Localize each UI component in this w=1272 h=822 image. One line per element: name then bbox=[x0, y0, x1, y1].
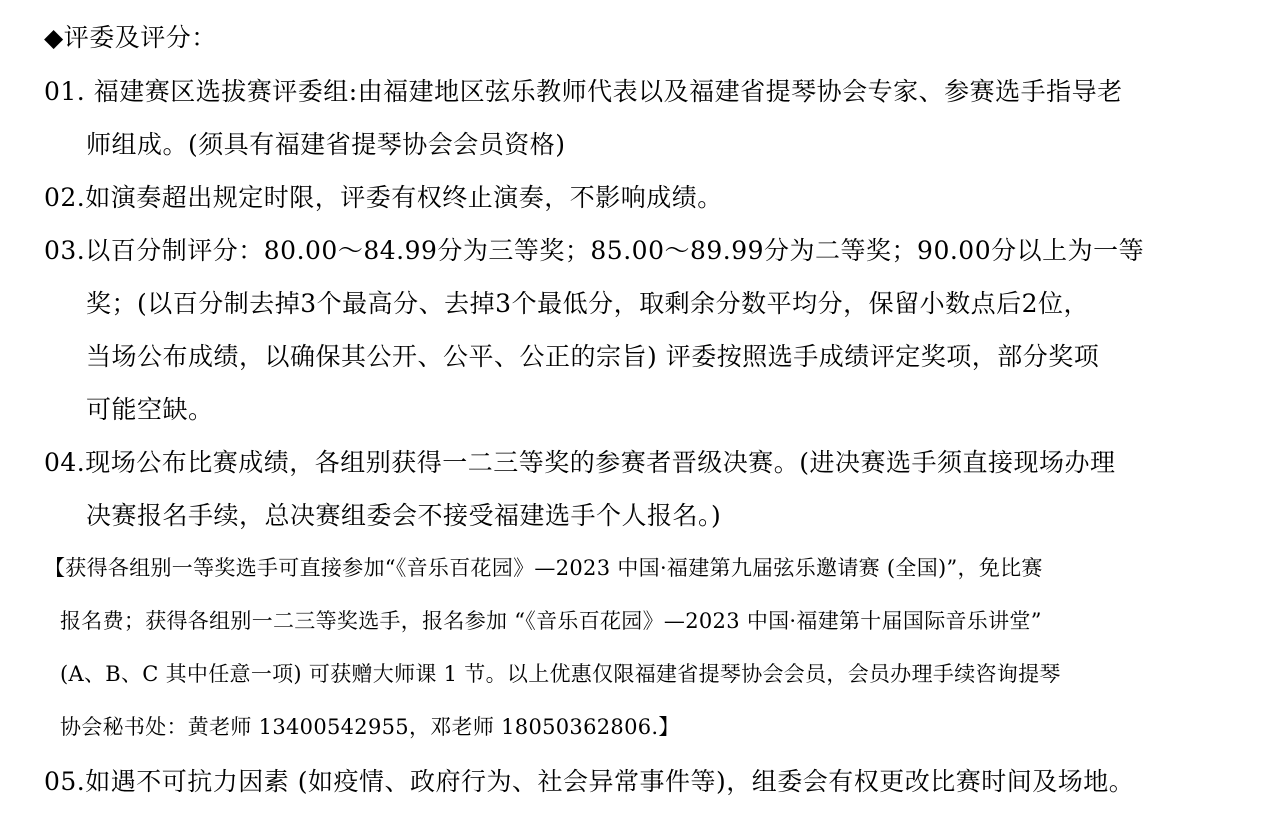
item-02-line-1: 02.如演奏超出规定时限，评委有权终止演奏，不影响成绩。 bbox=[44, 183, 723, 212]
note-line-1: 【获得各组别一等奖选手可直接参加“《音乐百花园》—2023 中国·福建第九届弦乐邀请赛 (全国)”，免比赛 bbox=[44, 556, 1043, 580]
item-05-line-1: 05.如遇不可抗力因素 (如疫情、政府行为、社会异常事件等)，组委会有权更改比赛时间及场地。 bbox=[44, 767, 1135, 796]
note-line-4: 协会秘书处：黄老师 13400542955，邓老师 18050362806.】 bbox=[60, 715, 680, 739]
item-03-line-3: 当场公布成绩，以确保其公开、公平、公正的宗旨) 评委按照选手成绩评定奖项，部分奖项 bbox=[86, 342, 1100, 371]
item-03-line-4: 可能空缺。 bbox=[86, 395, 214, 424]
note-line-2: 报名费；获得各组别一二三等奖选手，报名参加 “《音乐百花园》—2023 中国·福建第十届国际音乐讲堂” bbox=[60, 609, 1042, 633]
item-01-line-1: 01. 福建赛区选拔赛评委组:由福建地区弦乐教师代表以及福建省提琴协会专家、参赛选手指导老 bbox=[44, 77, 1123, 106]
item-04-line-1: 04.现场公布比赛成绩，各组别获得一二三等奖的参赛者晋级决赛。(进决赛选手须直接现场办理 bbox=[44, 448, 1116, 477]
item-03-line-2: 奖；(以百分制去掉3个最高分、去掉3个最低分，取剩余分数平均分，保留小数点后2位， bbox=[86, 289, 1089, 318]
section-heading: ◆评委及评分： bbox=[44, 23, 217, 52]
note-line-3: (A、B、C 其中任意一项) 可获赠大师课 1 节。以上优惠仅限福建省提琴协会会员，会员办理手续咨询提琴 bbox=[60, 662, 1061, 686]
item-03-line-1: 03.以百分制评分：80.00～84.99分为三等奖；85.00～89.99分为二等奖；90.00分以上为一等 bbox=[44, 236, 1145, 265]
item-01-line-2: 师组成。(须具有福建省提琴协会会员资格) bbox=[86, 130, 566, 159]
item-04-line-2: 决赛报名手续，总决赛组委会不接受福建选手个人报名。) bbox=[86, 501, 722, 530]
